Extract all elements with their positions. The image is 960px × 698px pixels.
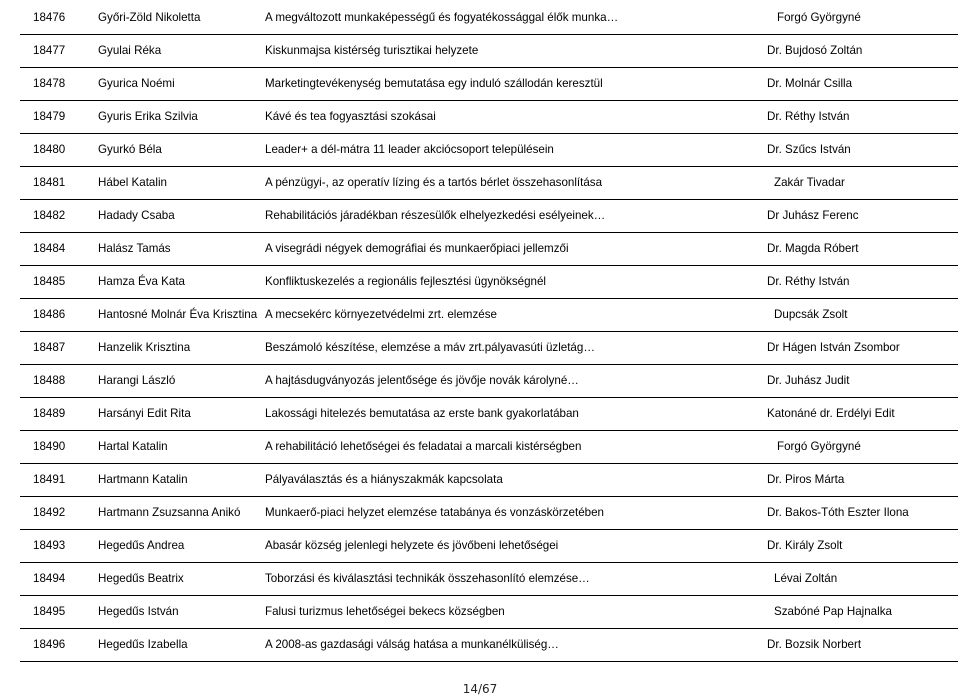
table-row [20, 101, 958, 134]
table-row [20, 332, 958, 365]
table-row [20, 2, 958, 35]
thesis-id: 18487 [20, 332, 97, 365]
table-row [20, 35, 958, 68]
table-row [20, 596, 958, 629]
thesis-id: 18495 [20, 596, 97, 629]
thesis-id: 18480 [20, 134, 97, 167]
table-row [20, 134, 958, 167]
supervisor-name: Dr Hágen István Zsombor [766, 332, 958, 365]
supervisor-name: Katonáné dr. Erdélyi Edit [766, 398, 958, 431]
thesis-id: 18486 [20, 299, 97, 332]
thesis-id: 18490 [20, 431, 97, 464]
supervisor-name: Dr. Magda Róbert [766, 233, 958, 266]
student-name: Halász Tamás [97, 233, 264, 266]
supervisor-name: Zakár Tivadar [766, 167, 958, 200]
supervisor-name: Forgó Györgyné [766, 2, 958, 35]
student-name: Hegedűs István [97, 596, 264, 629]
table-row [20, 68, 958, 101]
thesis-title: Leader+ a dél-mátra 11 leader akciócsoport településein [264, 134, 766, 167]
thesis-title: Konfliktuskezelés a regionális fejlesztési ügynökségnél [264, 266, 766, 299]
table-row [20, 497, 958, 530]
thesis-title: A 2008-as gazdasági válság hatása a munkanélküliség… [264, 629, 766, 662]
supervisor-name: Dr. Piros Márta [766, 464, 958, 497]
thesis-title: A visegrádi négyek demográfiai és munkaerőpiaci jellemzői [264, 233, 766, 266]
thesis-title: Munkaerő-piaci helyzet elemzése tatabánya és vonzáskörzetében [264, 497, 766, 530]
table-row [20, 365, 958, 398]
thesis-title: Toborzási és kiválasztási technikák összehasonlító elemzése… [264, 563, 766, 596]
thesis-title: A pénzügyi-, az operatív lízing és a tartós bérlet összehasonlítása [264, 167, 766, 200]
table-row [20, 563, 958, 596]
thesis-id: 18484 [20, 233, 97, 266]
supervisor-name: Lévai Zoltán [766, 563, 958, 596]
student-name: Hartmann Zsuzsanna Anikó [97, 497, 264, 530]
thesis-title: Kiskunmajsa kistérség turisztikai helyzete [264, 35, 766, 68]
student-name: Hanzelik Krisztina [97, 332, 264, 365]
thesis-table [20, 2, 958, 662]
supervisor-name: Dupcsák Zsolt [766, 299, 958, 332]
thesis-id: 18479 [20, 101, 97, 134]
student-name: Hartal Katalin [97, 431, 264, 464]
thesis-title: Rehabilitációs járadékban részesülők elhelyezkedési esélyeinek… [264, 200, 766, 233]
thesis-title: A hajtásdugványozás jelentősége és jövője novák károlyné… [264, 365, 766, 398]
thesis-id: 18494 [20, 563, 97, 596]
thesis-title: A megváltozott munkaképességű és fogyatékossággal élők munka… [264, 2, 766, 35]
thesis-table-body [20, 2, 958, 662]
supervisor-name: Forgó Györgyné [766, 431, 958, 464]
student-name: Győri-Zöld Nikoletta [97, 2, 264, 35]
supervisor-name: Dr Juhász Ferenc [766, 200, 958, 233]
student-name: Gyulai Réka [97, 35, 264, 68]
supervisor-name: Dr. Réthy István [766, 101, 958, 134]
student-name: Gyuris Erika Szilvia [97, 101, 264, 134]
thesis-id: 18491 [20, 464, 97, 497]
supervisor-name: Dr. Szűcs István [766, 134, 958, 167]
supervisor-name: Szabóné Pap Hajnalka [766, 596, 958, 629]
thesis-title: Lakossági hitelezés bemutatása az erste bank gyakorlatában [264, 398, 766, 431]
table-row [20, 167, 958, 200]
table-row [20, 431, 958, 464]
student-name: Hamza Éva Kata [97, 266, 264, 299]
thesis-title: Kávé és tea fogyasztási szokásai [264, 101, 766, 134]
thesis-id: 18476 [20, 2, 97, 35]
thesis-list-sheet [20, 2, 958, 662]
table-row [20, 299, 958, 332]
supervisor-name: Dr. Király Zsolt [766, 530, 958, 563]
supervisor-name: Dr. Molnár Csilla [766, 68, 958, 101]
thesis-title: Marketingtevékenység bemutatása egy induló szállodán keresztül [264, 68, 766, 101]
thesis-id: 18492 [20, 497, 97, 530]
thesis-title: Beszámoló készítése, elemzése a máv zrt.pályavasúti üzletág… [264, 332, 766, 365]
page-number: 14/67 [462, 682, 498, 696]
student-name: Hábel Katalin [97, 167, 264, 200]
thesis-id: 18478 [20, 68, 97, 101]
student-name: Hartmann Katalin [97, 464, 264, 497]
thesis-id: 18477 [20, 35, 97, 68]
thesis-id: 18496 [20, 629, 97, 662]
thesis-id: 18481 [20, 167, 97, 200]
thesis-title: Pályaválasztás és a hiányszakmák kapcsolata [264, 464, 766, 497]
student-name: Harangi László [97, 365, 264, 398]
thesis-title: A rehabilitáció lehetőségei és feladatai a marcali kistérségben [264, 431, 766, 464]
thesis-title: Abasár község jelenlegi helyzete és jövőbeni lehetőségei [264, 530, 766, 563]
thesis-id: 18493 [20, 530, 97, 563]
table-row [20, 530, 958, 563]
thesis-id: 18489 [20, 398, 97, 431]
table-row [20, 200, 958, 233]
thesis-id: 18485 [20, 266, 97, 299]
supervisor-name: Dr. Bakos-Tóth Eszter Ilona [766, 497, 958, 530]
student-name: Gyurica Noémi [97, 68, 264, 101]
thesis-id: 18482 [20, 200, 97, 233]
thesis-id: 18488 [20, 365, 97, 398]
student-name: Hantosné Molnár Éva Krisztina [97, 299, 264, 332]
supervisor-name: Dr. Bozsik Norbert [766, 629, 958, 662]
student-name: Hegedűs Andrea [97, 530, 264, 563]
supervisor-name: Dr. Juhász Judit [766, 365, 958, 398]
student-name: Hadady Csaba [97, 200, 264, 233]
table-row [20, 629, 958, 662]
table-row [20, 398, 958, 431]
supervisor-name: Dr. Réthy István [766, 266, 958, 299]
student-name: Hegedűs Beatrix [97, 563, 264, 596]
table-row [20, 233, 958, 266]
table-row [20, 464, 958, 497]
supervisor-name: Dr. Bujdosó Zoltán [766, 35, 958, 68]
thesis-title: A mecsekérc környezetvédelmi zrt. elemzése [264, 299, 766, 332]
table-row [20, 266, 958, 299]
student-name: Hegedűs Izabella [97, 629, 264, 662]
thesis-title: Falusi turizmus lehetőségei bekecs községben [264, 596, 766, 629]
student-name: Gyurkó Béla [97, 134, 264, 167]
student-name: Harsányi Edit Rita [97, 398, 264, 431]
